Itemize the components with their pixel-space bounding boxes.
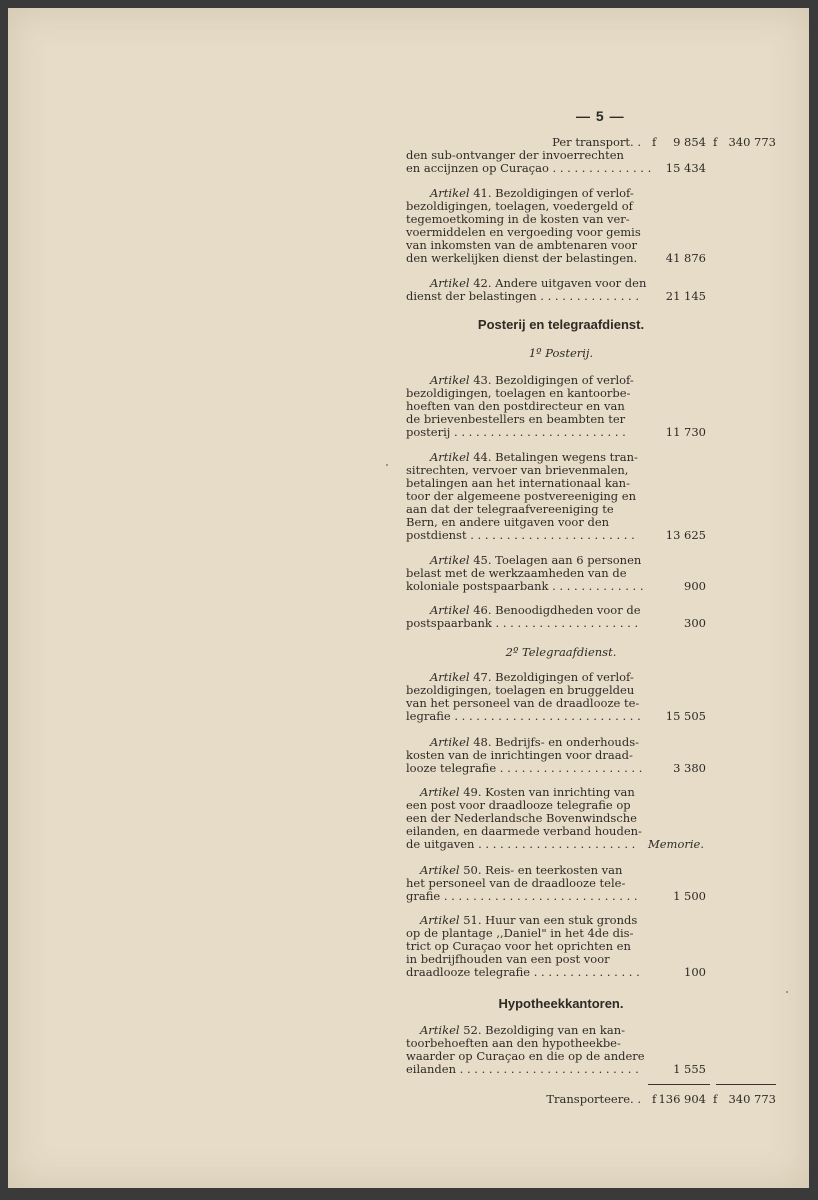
entry-amount: 41 876	[665, 251, 706, 265]
transport-total: 340 773	[728, 135, 776, 149]
transport-amount: 9 854	[673, 135, 706, 149]
currency: f	[713, 1092, 718, 1106]
transport-total: 340 773	[728, 1092, 776, 1106]
entry-amount: 3 380	[673, 761, 706, 775]
total-rule	[716, 1084, 776, 1085]
entry-amount: 21 145	[665, 289, 706, 303]
paper-speck	[786, 991, 788, 993]
section-heading: Hypotheekkantoren.	[498, 996, 624, 1011]
entry-amount: 300	[684, 616, 706, 630]
entry-amount: 13 625	[665, 528, 706, 542]
entry-amount: 100	[684, 965, 706, 979]
transport-amount: 136 904	[658, 1092, 706, 1106]
entry-amount: 15 505	[665, 709, 706, 723]
paper-speck	[386, 464, 388, 466]
page-number: — 5 —	[576, 108, 625, 124]
subsection-heading: 1º Posterij.	[528, 346, 594, 360]
total-rule	[648, 1084, 710, 1085]
transport-label: Per transport. .	[552, 135, 641, 149]
currency: f	[713, 135, 718, 149]
section-heading: Posterij en telegraafdienst.	[477, 317, 645, 332]
document-page: — 5 — Per transport. . f 9 854 f 340 773 den sub-ontvanger der invoerrechten en accijnzen op Curaçao . . . . . . . . . . . . . . 15 434 Artikel 41. Bezoldigingen of verlof- bezoldigingen, toelagen, voedergeld of tegemoetkoming in de kosten van ver- voermiddelen en vergoeding voor gemis van inkomsten van de ambtenaren voor den werkelijken dienst der belastingen. 41 876 Artikel 42. Andere uitgaven voor den dienst der belastingen . . . . . . . . . . . . . . 21 145 Posterij en telegraafdienst. 1º Posterij. Artikel 43. Bezoldigingen of verlof- bezoldigingen, toelagen en kantoorbe- hoeften van den postdirecteur en van de brievenbestellers en beambten ter posterij . . . . . . . . . . . . . . . . . . . . . . . . 11 730 Artikel 44. Betalingen wegens tran- sitrechten, vervoer van brievenmalen, betalingen aan het internationaal kan- toor der algemeene postvereeniging en aan dat der telegraafvereeniging te Bern, en andere uitgaven voor den postdienst . . . . . . . . . . . . . . . . . . . . . . . 13 625 Artikel 45. Toelagen aan 6 personen belast met de werkzaamheden van de koloniale postspaarbank . . . . . . . . . . . . . 900 Artikel 46. Benoodigdheden voor de postspaarbank . . . . . . . . . . . . . . . . . . . . 300 2º Telegraafdienst. Artikel 47. Bezoldigingen of verlof- bezoldigingen, toelagen en bruggeldeu van het personeel van de draadlooze te- legrafie . . . . . . . . . . . . . . . . . . . . . . . . . . 15 505 Artikel 48. Bedrijfs- en onderhouds- kosten van de inrichtingen voor draad- looze telegrafie . . . . . . . . . . . . . . . . . . . . 3 380 Artikel 49. Kosten van inrichting van een post voor draadlooze telegrafie op een der Nederlandsche Bovenwindsche eilanden, en daarmede verband houden- de uitgaven . . . . . . . . . . . . . . . . . . . . . . Memorie. Artikel 50. Reis- en teerkosten van het personeel van de draadlooze tele- grafie . . . . . . . . . . . . . . . . . . . . . . . . . . . 1 500 Artikel 51. Huur van een stuk gronds op de plantage ,,Daniel" in het 4de dis- trict op Curaçao voor het oprichten en in bedrijfhouden van een post voor draadlooze telegrafie . . . . . . . . . . . . . . . 100 Hypotheekkantoren. Artikel 52. Bezoldiging van en kan- toorbehoeften aan den hypotheekbe- waarder op Curaçao en die op de andere eilanden . . . . . . . . . . . . . . . . . . . . . . . . . 1 555 Transporteere. . f 136 904 f 340 773	[8, 8, 809, 1188]
artikel-label: Artikel	[430, 186, 470, 200]
subsection-heading: 2º Telegraafdienst.	[505, 645, 617, 659]
entry-amount: Memorie.	[647, 837, 704, 851]
transport-label: Transporteere. .	[546, 1092, 641, 1106]
entry-amount: 1 500	[673, 889, 706, 903]
entry-amount: 1 555	[673, 1062, 706, 1076]
entry-amount: 15 434	[665, 161, 706, 175]
currency: f	[652, 1092, 657, 1106]
entry-amount: 11 730	[665, 425, 706, 439]
entry-amount: 900	[684, 579, 706, 593]
currency: f	[652, 135, 657, 149]
